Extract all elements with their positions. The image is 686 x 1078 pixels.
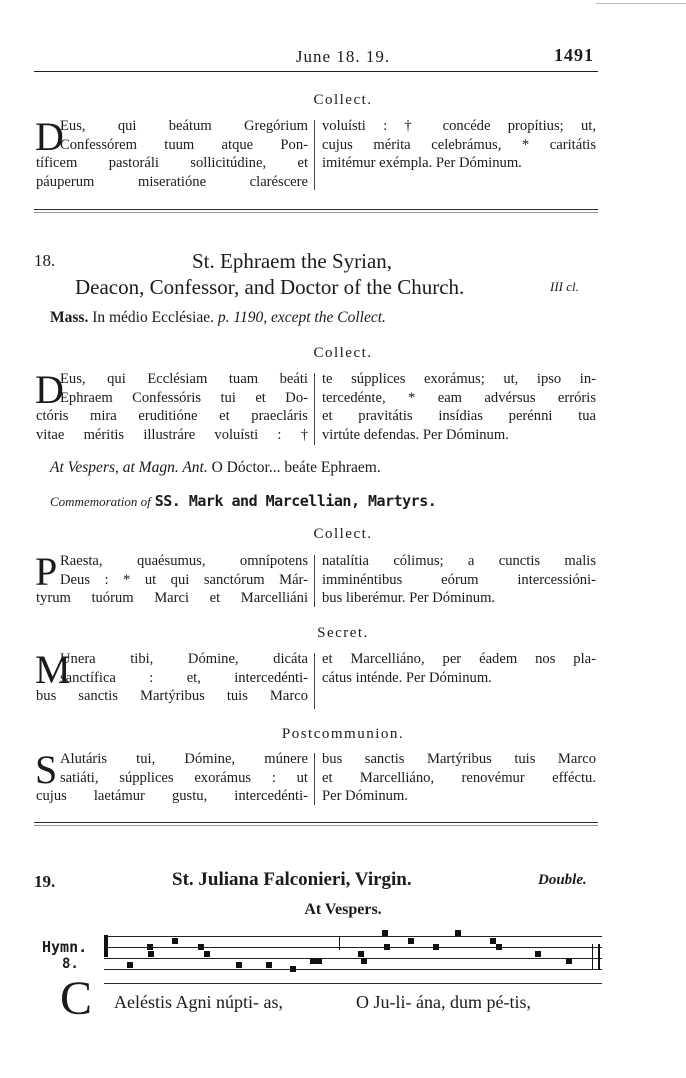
neume xyxy=(290,966,296,972)
feast18-title-line2: Deacon, Confessor, and Doctor of the Church. xyxy=(75,275,465,299)
feast18-number: 18. xyxy=(34,251,56,270)
commem-collect-right xyxy=(322,552,596,608)
hymn-label: Hymn. xyxy=(42,938,88,956)
text-line: bus liberémur. Per Dóminum. xyxy=(322,590,496,607)
staff-line xyxy=(104,958,602,959)
text-line: Deus : * ut qui sanctórum Már- xyxy=(60,571,308,588)
mass-except: except the Collect. xyxy=(270,309,386,326)
postcommunion-left xyxy=(35,747,308,806)
commemoration-line xyxy=(50,492,436,511)
neume xyxy=(358,951,364,957)
commem-collect-left xyxy=(35,549,308,608)
column-divider xyxy=(314,373,315,445)
section-rule-faint xyxy=(34,825,598,826)
secret-left xyxy=(35,647,308,706)
mass-text: In médio Ecclésiae. xyxy=(92,309,214,326)
postcommunion-initial: S xyxy=(35,747,58,792)
column-divider xyxy=(314,753,315,805)
feast19-number: 19. xyxy=(34,872,56,891)
text-line: et Marcelliáno, renovémur efféctu. xyxy=(322,769,596,786)
running-title: June 18. 19. xyxy=(295,47,391,66)
section-rule xyxy=(34,209,598,210)
bar-line xyxy=(339,936,340,950)
neume xyxy=(147,944,153,950)
neume xyxy=(127,962,133,968)
neume xyxy=(172,938,178,944)
collect1-initial: D xyxy=(35,114,64,159)
section-rule xyxy=(34,822,598,823)
neume xyxy=(384,944,390,950)
text-line: tyrum tuórum Marci et Marcelliáni xyxy=(36,590,308,607)
neume xyxy=(382,930,388,936)
neume xyxy=(266,962,272,968)
neume xyxy=(198,944,204,950)
text-line: te súpplices exorámus; ut, ipso in- xyxy=(322,371,596,387)
text-line: et pravitátis insídias perénni tua xyxy=(322,408,596,425)
postcommunion-right xyxy=(322,750,596,806)
hymn-mode: 8. xyxy=(62,956,79,972)
text-line: voluísti : † concéde propítius; ut, xyxy=(322,118,596,134)
hymn-lyric-2: O Ju-li- ána, dum pé-tis, xyxy=(356,992,531,1012)
neume xyxy=(361,958,367,964)
at-vespers-heading: At Vespers. xyxy=(304,901,382,918)
commemoration-text: SS. Mark and Marcellian, Martyrs. xyxy=(154,492,437,510)
staff-rule xyxy=(104,983,602,984)
text-line: Raesta, quaésumus, omnípotens xyxy=(60,553,308,569)
neume xyxy=(204,951,210,957)
text-line: imitémur exémpla. Per Dóminum. xyxy=(322,155,522,172)
text-line: virtúte defendas. Per Dóminum. xyxy=(322,426,509,443)
column-divider xyxy=(314,120,315,190)
commem-collect-initial: P xyxy=(35,549,58,594)
neume xyxy=(455,930,461,936)
bar-line xyxy=(598,944,600,970)
vespers-text: O Dóctor... beáte Ephraem. xyxy=(211,459,381,476)
text-line: sanctífica : et, intercedénti- xyxy=(60,669,308,686)
text-line: Alutáris tui, Dómine, múnere xyxy=(60,751,308,767)
feast18-collect-heading: Collect. xyxy=(313,345,373,361)
text-line: natalítia cólimus; a cunctis malis xyxy=(322,553,596,569)
postcommunion-heading: Postcommunion. xyxy=(281,726,405,742)
text-line: cujus mérita celebrámus, * caritátis xyxy=(322,136,596,153)
text-line: imminéntibus eórum intercessióni- xyxy=(322,571,596,588)
text-line: cujus laetámur gustu, intercedénti- xyxy=(36,788,308,805)
text-line: Confessórem tuum atque Pon- xyxy=(60,136,308,153)
text-line: Ephraem Confessóris tui et Do- xyxy=(60,389,308,406)
secret-right xyxy=(322,650,596,687)
feast19-rank: Double. xyxy=(538,872,587,888)
feast18-rank: III cl. xyxy=(550,279,579,294)
bar-line xyxy=(592,944,593,970)
top-faint-rule xyxy=(596,3,686,4)
text-line: Eus, qui beátum Gregórium xyxy=(60,118,308,134)
text-line: cátus inténde. Per Dóminum. xyxy=(322,669,492,686)
commem-collect-heading: Collect. xyxy=(313,526,373,542)
feast18-collect-right xyxy=(322,370,596,444)
column-divider xyxy=(314,555,315,607)
neume xyxy=(316,958,322,964)
staff-line xyxy=(104,969,602,970)
text-line: vitae méritis illustráre voluísti : † xyxy=(36,426,308,443)
text-line: bus sanctis Martýribus tuis Marco xyxy=(36,688,308,705)
page-number: 1491 xyxy=(554,45,594,65)
neume xyxy=(236,962,242,968)
commemoration-label: Commemoration of xyxy=(50,494,151,509)
clef-icon xyxy=(104,935,108,957)
neume xyxy=(148,951,154,957)
vespers-label: At Vespers, at Magn. Ant. xyxy=(50,459,208,476)
feast19-title: St. Juliana Falconieri, Virgin. xyxy=(172,869,412,890)
feast18-collect-left xyxy=(35,367,308,444)
feast18-title-line1: St. Ephraem the Syrian, xyxy=(192,249,393,273)
neume xyxy=(408,938,414,944)
feast18-collect-initial: D xyxy=(35,367,64,412)
text-line: Per Dóminum. xyxy=(322,788,408,805)
collect1-right-column xyxy=(322,117,596,173)
hymn-lyric-1: Aeléstis Agni núpti- as, xyxy=(114,992,283,1012)
mass-line xyxy=(50,309,386,327)
text-line: tíficem pastoráli sollicitúdine, et xyxy=(36,155,308,172)
collect1-left-column xyxy=(35,114,308,191)
text-line: páuperum miseratióne claréscere xyxy=(36,173,308,190)
text-line: Eus, qui Ecclésiam tuam beáti xyxy=(60,371,308,387)
staff-line xyxy=(104,936,602,937)
neume xyxy=(535,951,541,957)
hymn-initial: C xyxy=(60,972,93,1025)
column-divider xyxy=(314,653,315,709)
staff-line xyxy=(104,947,602,948)
vespers-line xyxy=(50,459,381,477)
text-line: ctóris mira eruditióne et praecláris xyxy=(36,408,308,425)
neume xyxy=(566,958,572,964)
secret-initial: M xyxy=(35,647,71,692)
text-line: Unera tibi, Dómine, dicáta xyxy=(60,651,308,667)
collect1-heading: Collect. xyxy=(313,92,373,108)
text-line: satiáti, súpplices exorámus : ut xyxy=(60,769,308,786)
mass-ref: p. 1190, xyxy=(217,309,268,326)
text-line: tercedénte, * eam advérsus erróris xyxy=(322,389,596,406)
section-rule-faint xyxy=(34,212,598,213)
neume xyxy=(433,944,439,950)
text-line: bus sanctis Martýribus tuis Marco xyxy=(322,751,596,767)
header-rule xyxy=(34,71,598,72)
mass-label: Mass. xyxy=(50,309,89,326)
secret-heading: Secret. xyxy=(317,625,369,641)
text-line: et Marcelliáno, per éadem nos pla- xyxy=(322,651,596,667)
neume xyxy=(496,944,502,950)
